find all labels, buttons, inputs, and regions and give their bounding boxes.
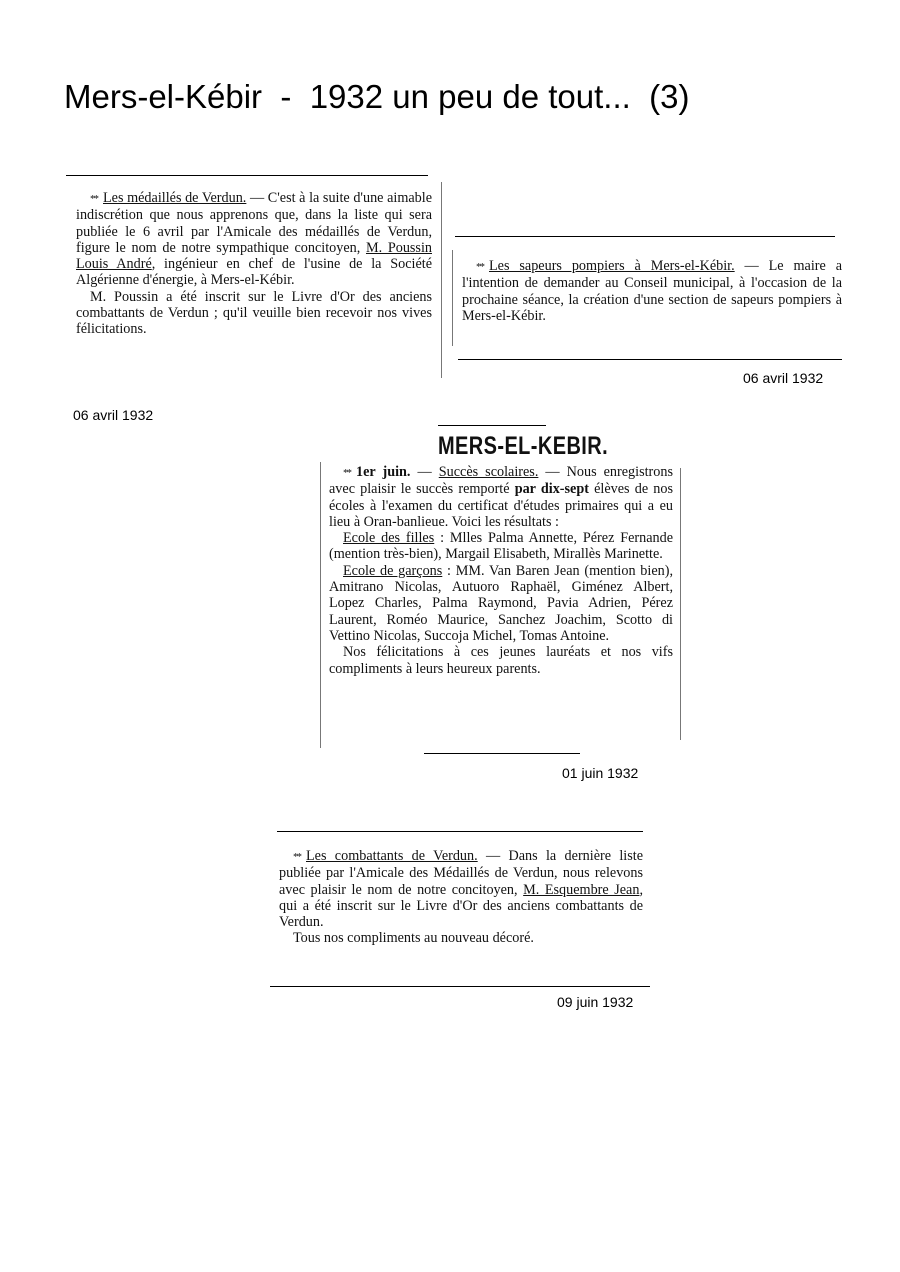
clip4-top-rule [277,831,643,832]
clip4-person-name: M. Esquembre Jean [523,881,640,898]
clip3-girls-list: : Mlles Palma Annette, Pérez Fernande (mention très-bien), Margail Elisabeth, Mirallès Marinette. [329,530,673,563]
clip1-body-end: , ingénieur en chef de l'usine de la Société Algérienne d'énergie, à Mers-el-Kébir. [76,256,432,289]
clip3-intro-a: — Nous enregistrons avec plaisir le succès remporté [329,464,673,498]
clip1-side-rule [441,182,442,378]
clip2-date: 06 avril 1932 [743,370,824,386]
clip3-bottom-rule [424,753,580,754]
clip1-date: 06 avril 1932 [73,407,154,423]
clip3-heading: Succès scolaires. [438,464,539,480]
clip4-bottom-rule [270,986,650,987]
clip1-article [76,190,432,338]
clip2-body: — Le maire a l'intention de demander au Conseil municipal, à l'occasion de la prochaine séance, la création d'une section de sapeurs pompiers à Mers-el-Kébir. [462,258,843,324]
clip4-heading: Les combattants de Verdun. [306,848,478,864]
clip4-date: 09 juin 1932 [557,994,634,1010]
clip3-dash: — [410,464,439,480]
clip1-person-name: M. Poussin Louis André [76,239,432,273]
clip3-article [329,464,673,677]
clip3-intro-b: élèves de nos écoles à l'examen du certificat d'études primaires qui a eu lieu à Oran-banlieue. Voici les résultats : [329,481,673,530]
clip3-boys-list: : MM. Van Baren Jean (mention bien), Amitrano Nicolas, Autuoro Raphaël, Giménez Albert, Lopez Charles, Palma Raymond, Pavia Adrien, Pérez Laurent, Roméo Maurice, Sanchez Joachim, Scotto di Vettino Nicolas, Succoja Michel, Tomas Antoine. [329,562,674,644]
clip2-article [462,258,842,324]
clip3-boys-label: Ecole de garçons [343,562,443,579]
ornament-icon: ** [476,261,483,273]
clip3-right-rule [680,468,681,740]
clip3-dateline: 1er juin. [356,464,411,480]
clip4-article [279,848,643,947]
page-title: Mers-el-Kébir - 1932 un peu de tout... (3) [64,78,690,115]
clip1-heading: Les médaillés de Verdun. [103,190,247,206]
clip3-intro-count: par dix-sept [514,481,589,498]
ornament-icon: ** [343,467,350,479]
clip3-top-rule [438,425,546,426]
clip2-top-rule [455,236,835,237]
ornament-icon: ** [90,193,97,205]
clip3-date: 01 juin 1932 [562,765,639,781]
clip3-intro [329,464,673,530]
clip3-closing: Nos félicitations à ces jeunes lauréats et nos vifs compliments à leurs heureux parents. [329,644,673,677]
clip4-paragraph [279,848,643,930]
ornament-icon: ** [293,851,300,863]
clip3-girls-label: Ecole des filles [343,530,435,547]
clip2-paragraph [462,258,842,324]
clip3-left-rule [320,462,321,748]
clip2-heading: Les sapeurs pompiers à Mers-el-Kébir. [489,258,735,274]
clip2-side-rule [452,250,453,346]
clip4-body-start: — Dans la dernière liste publiée par l'Amicale des Médaillés de Verdun, nous relevons avec plaisir le nom de notre concitoyen, [279,848,643,898]
clip2-bottom-rule [458,359,842,360]
clip4-paragraph-2: Tous nos compliments au nouveau décoré. [293,930,534,947]
clip1-paragraph [76,190,432,289]
clip4-body-end: , qui a été inscrit sur le Livre d'Or des anciens combattants de Verdun. [279,881,643,931]
clip1-body-start: — C'est à la suite d'une aimable indiscrétion que nous apprenons que, dans la liste qui sera publiée le 6 avril par l'Amicale des médaillés de Verdun, figure le nom de notre sympathique concitoyen, [76,190,432,256]
clip3-boys [329,563,673,644]
clip3-town-heading: MERS-EL-KEBIR. [438,432,609,460]
clip1-paragraph-2: M. Poussin a été inscrit sur le Livre d'Or des anciens combattants de Verdun ; qu'il veuille bien recevoir nos vives félicitations. [76,288,432,338]
clip3-girls [329,530,673,563]
clip1-top-rule [66,175,428,176]
